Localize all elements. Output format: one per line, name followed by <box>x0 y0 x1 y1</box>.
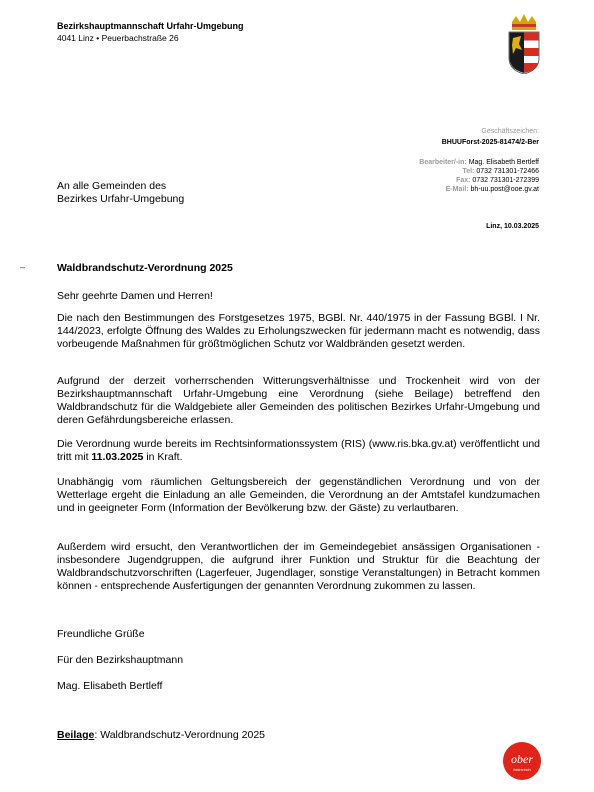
tel-label: Tel: <box>462 168 475 175</box>
reference-value: BHUUForst-2025-81474/2-Ber <box>441 139 539 146</box>
fax-row <box>419 176 539 185</box>
handler-value: Mag. Elisabeth Bertleff <box>468 159 539 166</box>
paragraph-3-text-a: Die Verordnung wurde bereits im Rechtsinformationssystem (RIS) (www.ris.bka.gv.at) veröffentlicht und tritt mit <box>57 438 540 463</box>
tel-value: 0732 731301-72466 <box>476 168 539 175</box>
handler-label: Bearbeiter/-in: <box>419 159 467 166</box>
letter-date: Linz, 10.03.2025 <box>486 223 539 230</box>
recipient-line-2: Bezirkes Urfahr-Umgebung <box>57 193 185 205</box>
coat-of-arms-icon <box>507 14 541 74</box>
email-label: E-Mail: <box>445 186 469 193</box>
email-row <box>419 185 539 194</box>
sender-authority: Bezirkshauptmannschaft Urfahr-Umgebung <box>57 21 244 31</box>
paragraph-2: Aufgrund der derzeit vorherrschenden Witterungsverhältnisse und Trockenheit wird von der Bezirkshauptmannschaft Urfahr-Umgebung eine Verordnung (siehe Beilage) betreffend den Waldbrandschutz für die Waldgebiete aller Gemeinden des politischen Bezirkes Urfahr-Umgebung und deren Gefährdungsbereiche erlassen. <box>57 375 540 426</box>
salutation: Sehr geehrte Damen und Herren! <box>57 290 213 302</box>
letter-subject: Waldbrandschutz-Verordnung 2025 <box>57 262 233 274</box>
handler-row <box>419 158 539 167</box>
paragraph-3-text-b: in Kraft. <box>143 451 183 463</box>
email-value[interactable]: bh-uu.post@ooe.gv.at <box>470 186 539 193</box>
effective-date: 11.03.2025 <box>91 451 144 463</box>
tel-row <box>419 167 539 176</box>
fold-mark: – <box>20 262 26 272</box>
fax-label: Fax: <box>456 177 471 184</box>
paragraph-5: Außerdem wird ersucht, den Verantwortlichen der im Gemeindegebiet ansässigen Organisationen - insbesondere Jugendgruppen, die aufgrund ihrer Funktion und Struktur für die Beachtung der Waldbrandschutzvorschriften (Lagerfeuer, Jugendlager, sonstige Veranstaltungen) in Betracht kommen können - entsprechende Ausfertigungen der genannten Verordnung zukommen zu lassen. <box>57 541 540 592</box>
logo-subtext: österreich <box>513 767 531 772</box>
fax-value: 0732 731301-272399 <box>472 177 539 184</box>
recipient-address <box>57 180 184 206</box>
signatory-name: Mag. Elisabeth Bertleff <box>57 680 163 692</box>
enclosure-text: : Waldbrandschutz-Verordnung 2025 <box>94 729 265 741</box>
oberoesterreich-logo-icon <box>502 741 542 781</box>
reference-label: Geschäftszeichen: <box>481 128 539 135</box>
logo-word: ober <box>511 752 533 766</box>
paragraph-1: Die nach den Bestimmungen des Forstgesetzes 1975, BGBl. Nr. 440/1975 in der Fassung BGBl. I Nr. 144/2023, erfolgte Öffnung des Waldes zu Erholungszwecken für jedermann macht es notwendig, dass vorbeugende Maßnahmen für größtmöglichen Schutz vor Waldbränden gesetzt werden. <box>57 312 540 350</box>
paragraph-4: Unabhängig vom räumlichen Geltungsbereich der gegenständlichen Verordnung und von der Wetterlage ergeht die Einladung an alle Gemeinden, die Verordnung an der Amtstafel kundzumachen und in geeigneter Form (Information der Bevölkerung bzw. der Gäste) zu verlautbaren. <box>57 476 540 514</box>
sender-address: 4041 Linz • Peuerbachstraße 26 <box>57 33 179 43</box>
recipient-line-1: An alle Gemeinden des <box>57 180 167 192</box>
paragraph-3 <box>57 438 540 464</box>
contact-block <box>419 158 539 194</box>
closing-greeting: Freundliche Grüße <box>57 628 145 640</box>
enclosure-line <box>57 729 265 741</box>
enclosure-label: Beilage <box>57 729 95 741</box>
closing-on-behalf: Für den Bezirkshauptmann <box>57 654 184 666</box>
